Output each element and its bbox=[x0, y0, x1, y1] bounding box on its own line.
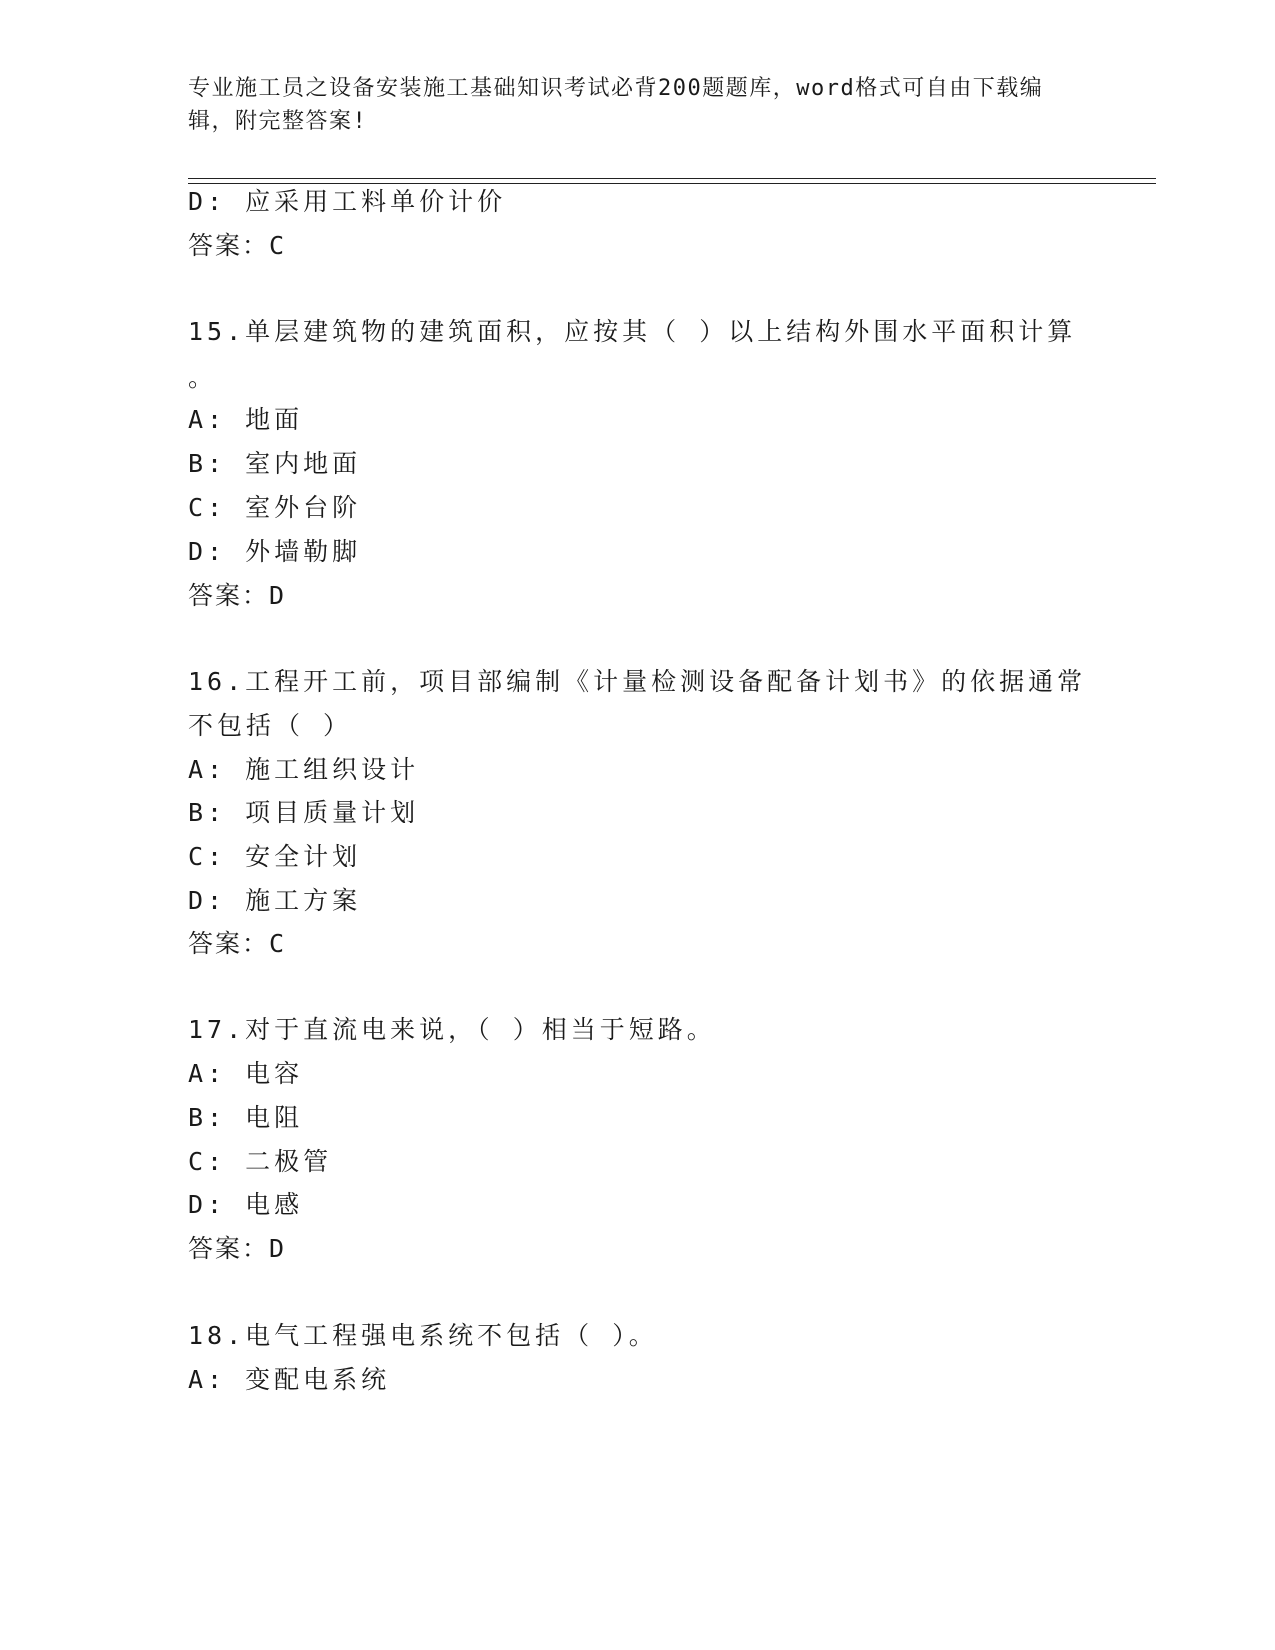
question-15-option-c: C: 室外台阶 bbox=[188, 493, 362, 522]
header-divider-bottom bbox=[188, 183, 1156, 184]
question-18-option-a: A: 变配电系统 bbox=[188, 1365, 391, 1394]
question-18-text-line1: 18.电气工程强电系统不包括（ ）。 bbox=[188, 1321, 658, 1350]
question-17-answer: 答案：D bbox=[188, 1234, 287, 1263]
header-divider-top bbox=[188, 178, 1156, 179]
question-16-text-line2: 不包括（ ） bbox=[188, 711, 353, 740]
question-15-text-line2: 。 bbox=[188, 363, 218, 392]
question-16-option-c: C: 安全计划 bbox=[188, 842, 362, 871]
question-16-text-line1: 16.工程开工前，项目部编制《计量检测设备配备计划书》的依据通常 bbox=[188, 667, 1087, 696]
question-15-option-a: A: 地面 bbox=[188, 405, 304, 434]
question-15-text-line1: 15.单层建筑物的建筑面积，应按其（ ）以上结构外围水平面积计算 bbox=[188, 317, 1077, 346]
question-16-option-d: D: 施工方案 bbox=[188, 886, 362, 915]
question-15-option-b: B: 室内地面 bbox=[188, 449, 362, 478]
question-17-option-c: C: 二极管 bbox=[188, 1147, 333, 1176]
question-15-option-d: D: 外墙勒脚 bbox=[188, 537, 362, 566]
prev-answer: 答案：C bbox=[188, 231, 287, 260]
question-16-answer: 答案：C bbox=[188, 929, 287, 958]
question-17-option-a: A: 电容 bbox=[188, 1059, 304, 1088]
question-17-option-d: D: 电感 bbox=[188, 1190, 304, 1219]
question-15-answer: 答案：D bbox=[188, 581, 287, 610]
question-16-option-b: B: 项目质量计划 bbox=[188, 798, 420, 827]
question-17-text-line1: 17.对于直流电来说，（ ）相当于短路。 bbox=[188, 1015, 716, 1044]
question-16-option-a: A: 施工组织设计 bbox=[188, 755, 420, 784]
prev-option-d: D: 应采用工料单价计价 bbox=[188, 187, 507, 216]
question-17-option-b: B: 电阻 bbox=[188, 1103, 304, 1132]
document-header-title: 专业施工员之设备安装施工基础知识考试必背200题题库，word格式可自由下载编辑，附完整答案! bbox=[188, 76, 1044, 134]
